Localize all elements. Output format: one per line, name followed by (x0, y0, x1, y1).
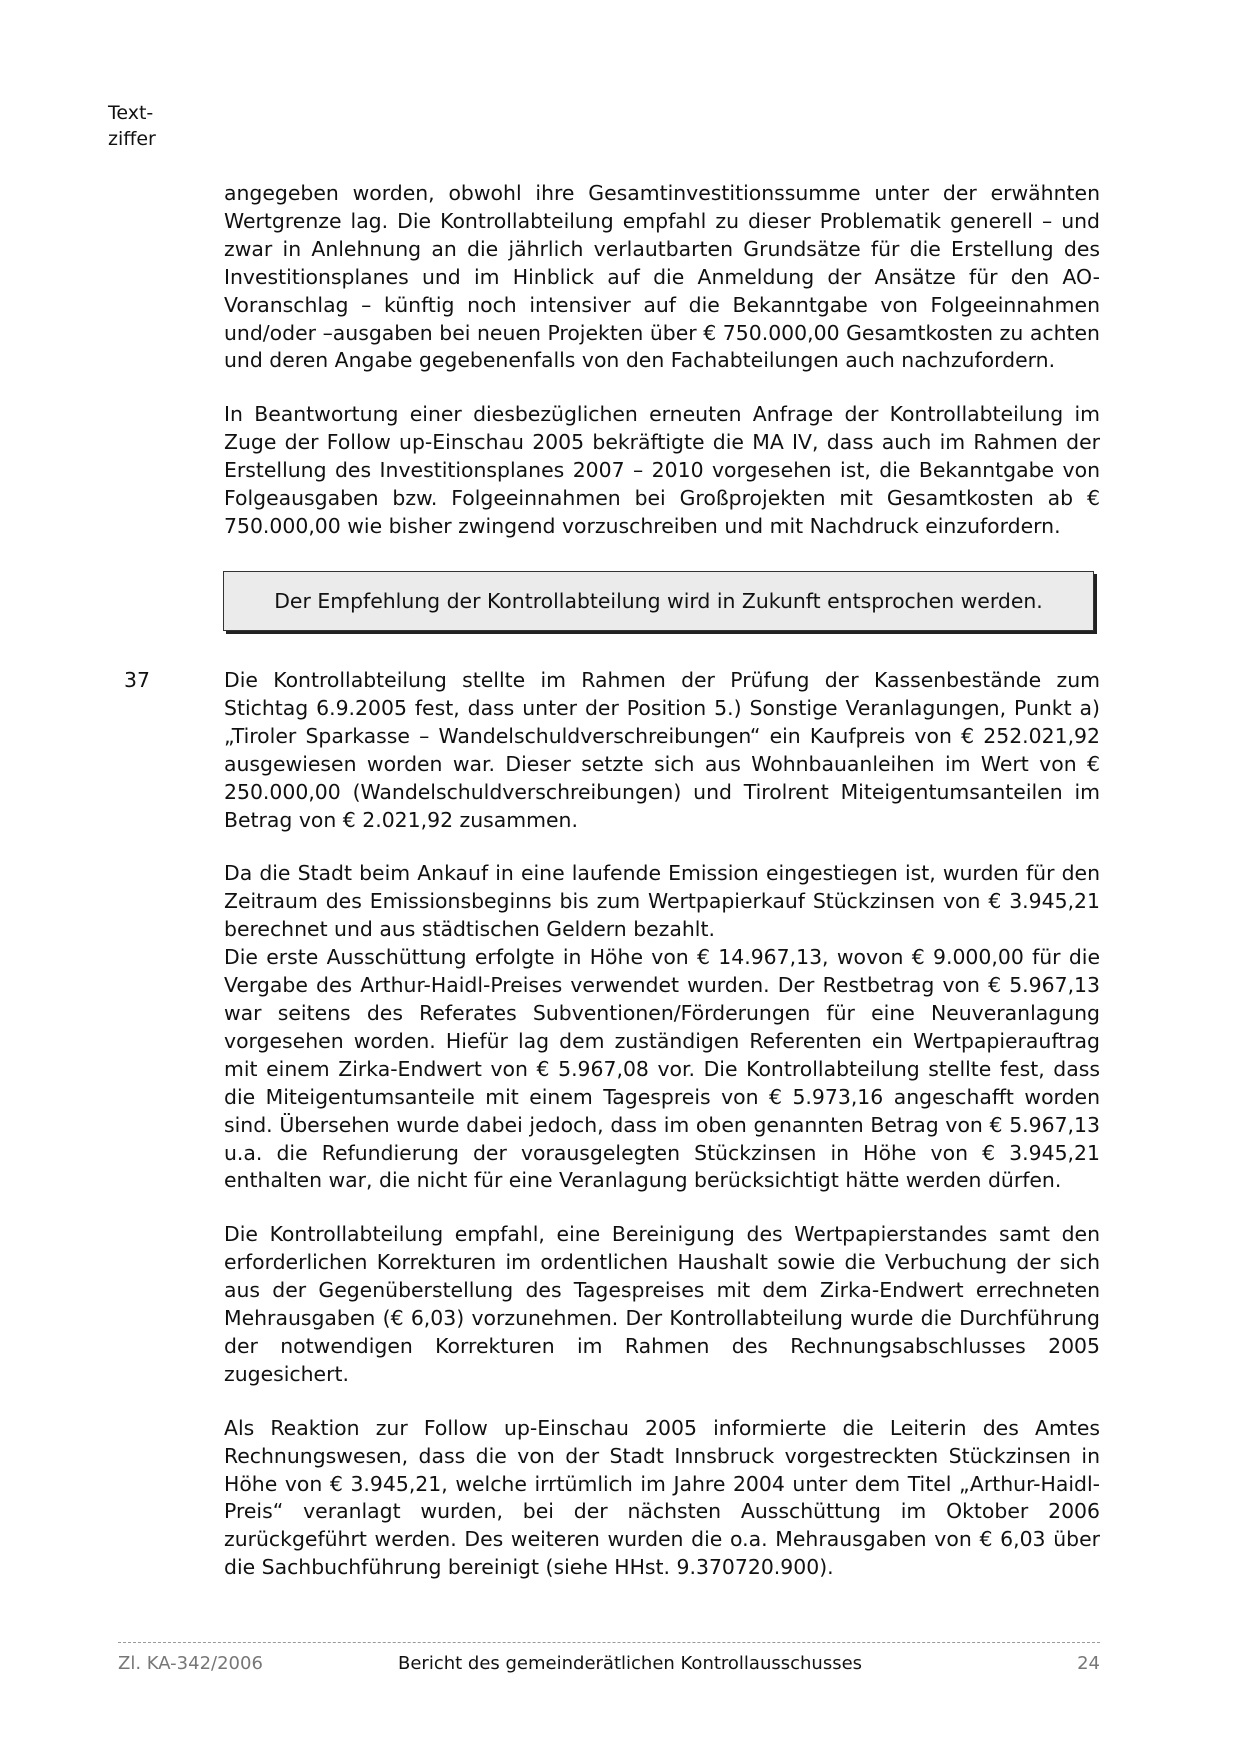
margin-label (108, 100, 156, 152)
section-37-paragraph-3: Die erste Ausschüttung erfolgte in Höhe von € 14.967,13, wovon € 9.000,00 für die Vergabe des Arthur-Haidl-Preises verwendet wurden. Der Restbetrag von € 5.967,13 war seitens des Referates Subventionen/Förderungen für eine Neuveranlagung vorgesehen worden. Hiefür lag dem zuständigen Referenten ein Wertpapierauftrag mit einem Zirka-Endwert von € 5.967,08 vor. Die Kontrollabteilung stellte fest, dass die Miteigentumsanteile mit einem Tagespreis von € 5.973,16 angeschafft worden sind. Übersehen wurde dabei jedoch, dass im oben genannten Betrag von € 5.967,13 u.a. die Refundierung der vorausgelegten Stückzinsen in Höhe von € 3.945,21 enthalten war, die nicht für eine Veranlagung berücksichtigt hätte werden dürfen. (224, 945, 1100, 1193)
section-37-paragraph-2: Da die Stadt beim Ankauf in eine laufende Emission eingestiegen ist, wurden für den Zeitraum des Emissionsbeginns bis zum Wertpapierkauf Stückzinsen von € 3.945,21 berechnet und aus städtischen Geldern bezahlt. (224, 861, 1100, 942)
footer-title: Bericht des gemeinderätlichen Kontrollausschusses (398, 1653, 863, 1674)
footer-divider (118, 1642, 1100, 1643)
section-37-paragraph-5: Als Reaktion zur Follow up-Einschau 2005 informierte die Leiterin des Amtes Rechnungswesen, dass die von der Stadt Innsbruck vorgestreckten Stückzinsen in Höhe von € 3.945,21, welche irrtümlich im Jahre 2004 unter dem Titel „Arthur-Haidl-Preis“ veranlagt wurden, bei der nächsten Ausschüttung im Oktober 2006 zurückgeführt werden. Des weiteren wurden die o.a. Mehrausgaben von € 6,03 über die Sachbuchführung bereinigt (siehe HHst. 9.370720.900). (224, 1415, 1100, 1580)
body-text (224, 180, 1100, 541)
page-number: 24 (1077, 1653, 1100, 1674)
section-37-paragraph-1: Die Kontrollabteilung stellte im Rahmen der Prüfung der Kassenbestände zum Stichtag 6.9.2005 fest, dass unter der Position 5.) Sonstige Veranlagungen, Punkt a) „Tiroler Sparkasse – Wandelschuldverschreibungen“ ein Kaufpreis von € 252.021,92 ausgewiesen worden war. Dieser setzte sich aus Wohnbauanleihen im Wert von € 250.000,00 (Wandelschuldverschreibungen) und Tirolrent Miteigentumsanteilen im Betrag von € 2.021,92 zusammen. (224, 668, 1100, 832)
section-37 (224, 667, 1100, 1582)
paragraph-1: angegeben worden, obwohl ihre Gesamtinvestitionssumme unter der erwähnten Wertgrenze lag. Die Kontrollabteilung empfahl zu dieser Problematik generell – und zwar in Anlehnung an die jährlich verlautbarten Grundsätze für die Erstellung des Investitionsplanes und im Hinblick auf die Anmeldung der Ansätze für den AO-Voranschlag – künftig noch intensiver auf die Bekanntgabe von Folgeeinnahmen und/oder –ausgaben bei neuen Projekten über € 750.000,00 Gesamtkosten zu achten und deren Angabe gegebenenfalls von den Fachabteilungen auch nachzufordern. (224, 181, 1100, 373)
recommendation-box (223, 571, 1094, 631)
margin-label-line2: ziffer (108, 128, 156, 150)
footer (118, 1653, 1100, 1679)
section-37-paragraph-4: Die Kontrollabteilung empfahl, eine Bereinigung des Wertpapierstandes samt den erforderlichen Korrekturen im ordentlichen Haushalt sowie die Verbuchung der sich aus der Gegenüberstellung des Tagespreises mit dem Zirka-Endwert errechneten Mehrausgaben (€ 6,03) vorzunehmen. Der Kontrollabteilung wurde die Durchführung der notwendigen Korrekturen im Rahmen des Rechnungsabschlusses 2005 zugesichert. (224, 1222, 1100, 1386)
recommendation-text: Der Empfehlung der Kontrollabteilung wird in Zukunft entsprochen werden. (274, 589, 1043, 613)
paragraph-2: In Beantwortung einer diesbezüglichen erneuten Anfrage der Kontrollabteilung im Zuge der Follow up-Einschau 2005 bekräftigte die MA IV, dass auch im Rahmen der Erstellung des Investitionsplanes 2007 – 2010 vorgesehen ist, die Bekanntgabe von Folgeausgaben bzw. Folgeeinnahmen bei Großprojekten mit Gesamtkosten ab € 750.000,00 wie bisher zwingend vorzuschreiben und mit Nachdruck einzufordern. (224, 402, 1100, 538)
paragraph-number: 37 (124, 668, 150, 692)
footer-reference: Zl. KA-342/2006 (118, 1653, 263, 1674)
margin-label-line1: Text- (108, 102, 154, 124)
